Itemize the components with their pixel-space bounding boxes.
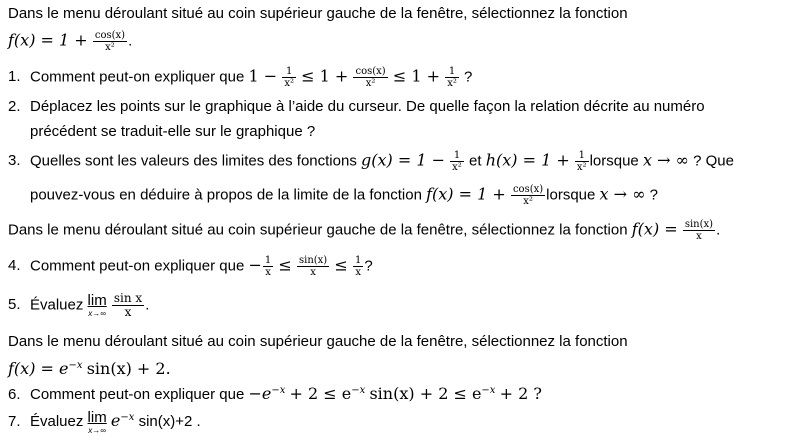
limit-operator: lim x→∞	[87, 292, 107, 318]
function-definition-1: f(x) = 1 + $\frac{\cos(x)}{\text{x²}}$ .	[8, 30, 133, 53]
question-2: 2. Déplacez les points sur le graphique à l’aide du curseur. De quelle façon la relation décrite au numéro	[8, 98, 705, 115]
question-5: 5. Évaluez lim x→∞ $\frac{\text{sin x}}{x}$ .	[8, 291, 150, 319]
question-6: 6. Comment peut-on expliquer que $-e^{-x} + 2 \le e^{-x}$ $\sin(x) + 2 \le e^{-x} + 2$ ?	[8, 384, 542, 403]
question-2-continued: précédent se traduit-elle sur le graphique ?	[30, 123, 316, 140]
question-4: 4. Comment peut-on expliquer que − $\frac{1}{x}$ ≤ $\frac{\sin(x)}{x}$ ≤ $\frac{1}{x}$ ?	[8, 255, 373, 278]
question-3: 3. Quelles sont les valeurs des limites des fonctions g(x) = 1 − $\frac{1}{\text{x²}}$ et h(x) = 1 + $\frac{1}{\text{x²}}$ lorsque x → ∞ ? Que	[8, 150, 734, 173]
question-7: 7. Évaluez lim x→∞ $e^{-x}$ sin(x)+2 .	[8, 408, 201, 435]
intro-paragraph-3: Dans le menu déroulant situé au coin supérieur gauche de la fenêtre, sélectionnez la fonction	[8, 333, 628, 350]
intro-paragraph-2: Dans le menu déroulant situé au coin supérieur gauche de la fenêtre, sélectionnez la fonction f(x) = $\frac{\sin(x)}{x}$ .	[8, 219, 721, 242]
question-1: 1. Comment peut-on expliquer que 1 − $\frac{1}{\text{x²}}$ ≤ 1 + $\frac{\cos(x)}{\text{x²}}$ ≤ 1 + $\frac{1}{\text{x²}}$ ?	[8, 66, 473, 89]
limit-operator: lim x→∞	[87, 408, 107, 435]
question-3-continued: pouvez-vous en déduire à propos de la limite de la fonction f(x) = 1 + $\frac{\cos(x)}{\text{x²}}$ lorsque x → ∞ ?	[30, 184, 658, 207]
intro-paragraph-1: Dans le menu déroulant situé au coin supérieur gauche de la fenêtre, sélectionnez la fonction	[8, 5, 628, 22]
function-definition-3: $f(x) = e^{-x}$ sin(x) + 2.	[8, 359, 171, 378]
